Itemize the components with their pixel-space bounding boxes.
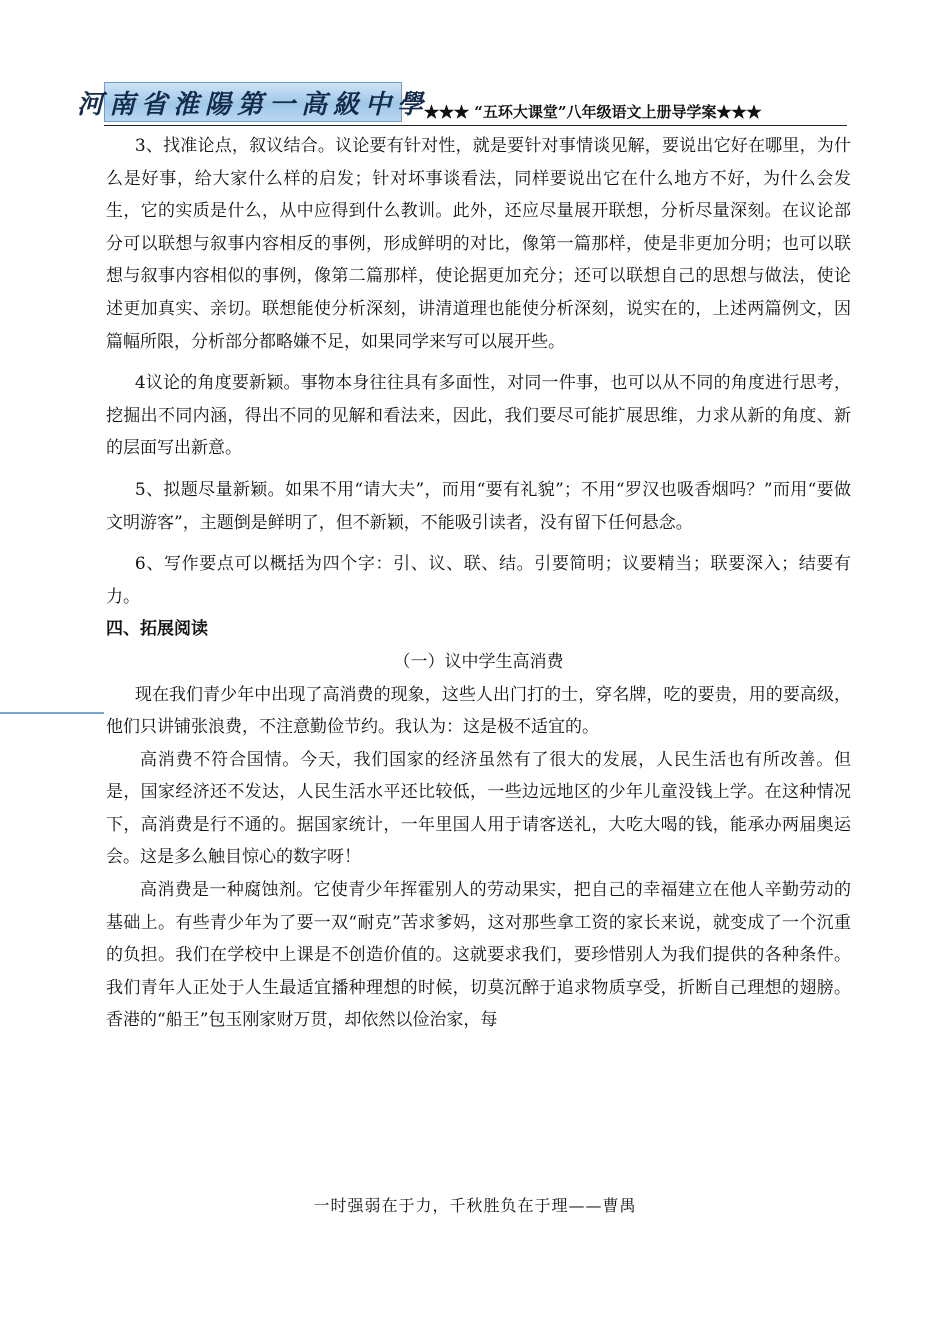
- paragraph-4: 4议论的角度要新颖。事物本身往往具有多面性，对同一件事，也可以从不同的角度进行思考，挖掘出不同内涵，得出不同的见解和看法来，因此，我们要尽可能扩展思维，力求从新的角度、新的层面写出新意。: [106, 373, 851, 459]
- article-title: （一）议中学生高消费: [393, 651, 564, 672]
- paragraph-3: 3、找准论点，叙议结合。议论要有针对性，就是要针对事情谈见解，要说出它好在哪里，为什么是好事，给大家什么样的启发；针对坏事谈看法，同样要说出它在什么地方不好，为什么会发生，它的实质是什么，从中应得到什么教训。此外，还应尽量展开联想，分析尽量深刻。在议论部分可以联想与叙事内容相反的事例，形成鲜明的对比，像第一篇那样，使是非更加分明；也可以联想与叙事内容相似的事例，像第二篇那样，使论据更加充分；还可以联想自己的思想与做法，使论述更加真实、亲切。联想能使分析深刻，讲清道理也能使分析深刻，说实在的，上述两篇例文，因篇幅所限，分析部分都略嫌不足，如果同学来写可以展开些。: [106, 136, 851, 352]
- footer-motto: 一时强弱在于力，千秋胜负在于理——曹禺: [313, 1196, 637, 1215]
- paragraph-6: 6、写作要点可以概括为四个字：引、议、联、结。引要简明；议要精当；联要深入；结要有力。: [106, 554, 851, 607]
- header-divider: [104, 125, 847, 126]
- school-logo: 河南省淮陽第一高級中學: [104, 82, 402, 122]
- header-title: ★★★ “五环大课堂”八年级语文上册导学案★★★: [424, 103, 762, 121]
- article-paragraph-2: 高消费不符合国情。今天，我们国家的经济虽然有了很大的发展，人民生活也有所改善。但是，国家经济还不发达，人民生活水平还比较低，一些边远地区的少年儿童没钱上学。在这种情况下，高消费是行不通的。据国家统计，一年里国人用于请客送礼，大吃大喝的钱，能承办两届奥运会。这是多么触目惊心的数字呀！: [106, 749, 851, 868]
- paragraph-5: 5、拟题尽量新颖。如果不用“请大夫”，而用“要有礼貌”；不用“罗汉也吸香烟吗？”而用“要做文明游客”，主题倒是鲜明了，但不新颖，不能吸引读者，没有留下任何悬念。: [106, 479, 851, 533]
- article-paragraph-1: 现在我们青少年中出现了高消费的现象，这些人出门打的士，穿名牌，吃的要贵，用的要高级，他们只讲铺张浪费，不注意勤俭节约。我认为：这是极不适宜的。: [106, 684, 851, 738]
- article-paragraph-3: 高消费是一种腐蚀剂。它使青少年挥霍别人的劳动果实，把自己的幸福建立在他人辛勤劳动的基础上。有些青少年为了要一双“耐克”苦求爹妈，这对那些拿工资的家长来说，就变成了一个沉重的负担。我们在学校中上课是不创造价值的。这就要求我们，要珍惜别人为我们提供的各种条件。我们青年人正处于人生最适宜播种理想的时候，切莫沉醉于追求物质享受，折断自己理想的翅膀。香港的“船王”包玉刚家财万贯，却依然以俭治家，每: [106, 880, 851, 1031]
- side-divider: [0, 712, 104, 714]
- section-title: 四、拓展阅读: [106, 619, 208, 640]
- page-content: [106, 130, 851, 1037]
